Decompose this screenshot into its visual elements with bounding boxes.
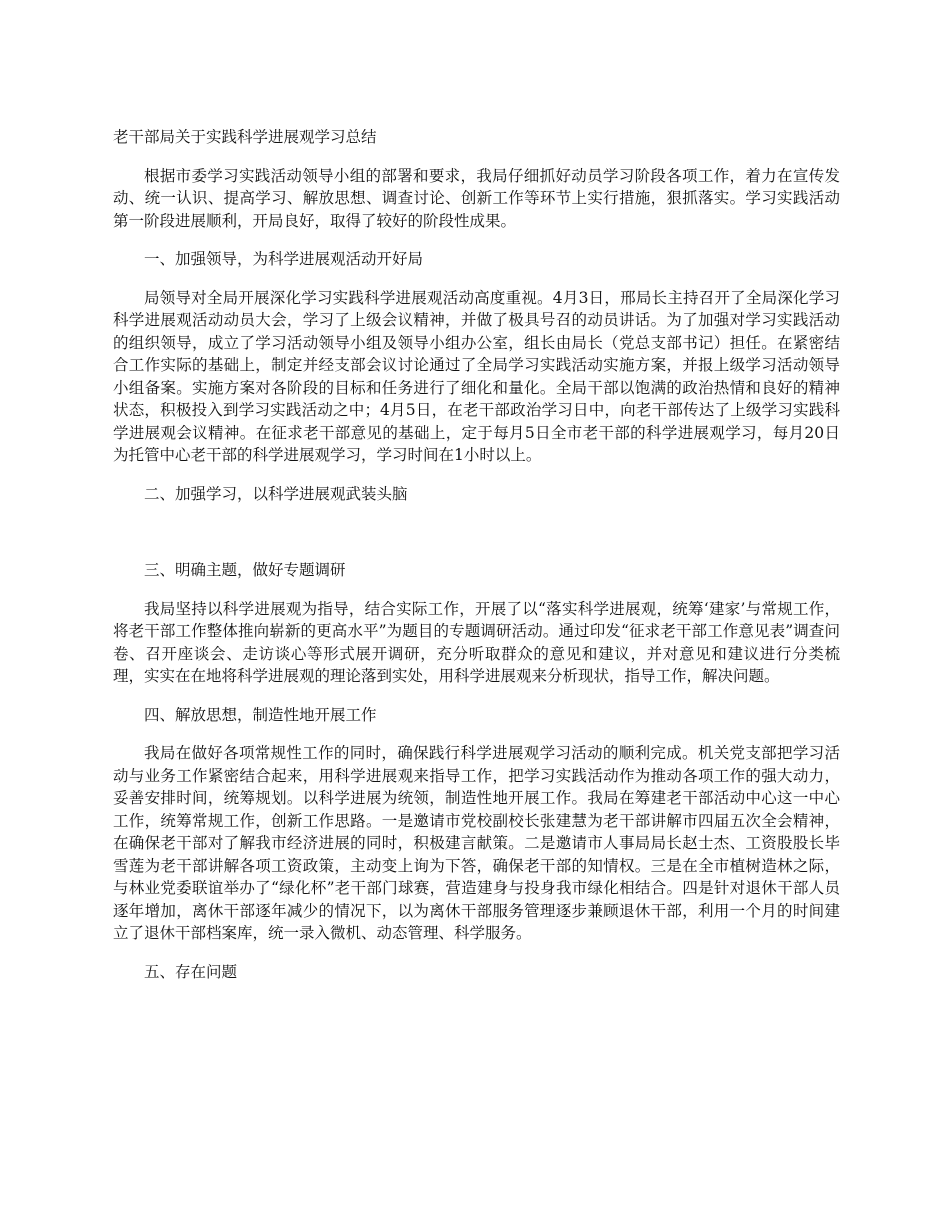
document-title: 老干部局关于实践科学进展观学习总结 <box>113 128 377 146</box>
document-page <box>113 126 840 999</box>
section-body-4: 我局在做好各项常规性工作的同时，确保践行科学进展观学习活动的顺利完成。机关党支部把学习活动与业务工作紧密结合起来，用科学进展观来指导工作，把学习实践活动作为推动各项工作的强大动力，妥善安排时间，统筹规划。以科学进展为统领，制造性地开展工作。我局在筹建老干部活动中心这一中心工作，统筹常规工作，创新工作思路。一是邀请市党校副校长张建慧为老干部讲解市四届五次全会精神，在确保老干部对了解我市经济进展的同时，积极建言献策。二是邀请市人事局局长赵士杰、工资股股长毕雪莲为老干部讲解各项工资政策，主动变上询为下答，确保老干部的知情权。三是在全市植树造林之际，与林业党委联谊举办了“绿化杯”老干部门球赛，营造建身与投身我市绿化相结合。四是针对退休干部人员逐年增加，离休干部逐年减少的情况下，以为离休干部服务管理逐步兼顾退休干部，利用一个月的时间建立了退休干部档案库，统一录入微机、动态管理、科学服务。 <box>113 744 840 942</box>
section-body-3: 我局坚持以科学进展观为指导，结合实际工作，开展了以“落实科学进展观，统筹‘建家’与常规工作，将老干部工作整体推向崭新的更高水平”为题目的专题调研活动。通过印发“征求老干部工作意见表”调查问卷、召开座谈会、走访谈心等形式展开调研，充分听取群众的意见和建议，并对意见和建议进行分类梳理，实实在在地将科学进展观的理论落到实处，用科学进展观来分析现状，指导工作，解决问题。 <box>113 599 840 685</box>
blank-space <box>113 521 840 559</box>
section-heading-1: 一、加强领导，为科学进展观活动开好局 <box>144 250 424 268</box>
section-heading-4: 四、解放思想，制造性地开展工作 <box>144 705 377 724</box>
section-heading-5: 五、存在问题 <box>144 962 238 981</box>
intro-paragraph: 根据市委学习实践活动领导小组的部署和要求，我局仔细抓好动员学习阶段各项工作，着力在宣传发动、统一认识、提高学习、解放思想、调查讨论、创新工作等环节上实行措施，狠抓落实。学习实践活动第一阶段进展顺利，开局良好，取得了较好的阶段性成果。 <box>113 166 840 230</box>
section-body-1: 局领导对全局开展深化学习实践科学进展观活动高度重视。4月3日，邢局长主持召开了全局深化学习科学进展观活动动员大会，学习了上级会议精神，并做了极具号召的动员讲话。为了加强对学习实践活动的组织领导，成立了学习活动领导小组及领导小组办公室，组长由局长（党总支部书记）担任。在紧密结合工作实际的基础上，制定并经支部会议讨论通过了全局学习实践活动实施方案，并报上级学习活动领导小组备案。实施方案对各阶段的目标和任务进行了细化和量化。全局干部以饱满的政治热情和良好的精神状态，积极投入到学习实践活动之中；4月5日，在老干部政治学习日中，向老干部传达了上级学习实践科学进展观会议精神。在征求老干部意见的基础上，定于每月5日全市老干部的科学进展观学习，每月20日为托管中心老干部的科学进展观学习，学习时间在1小时以上。 <box>113 288 840 464</box>
section-heading-2: 二、加强学习，以科学进展观武装头脑 <box>144 484 408 503</box>
section-heading-3: 三、明确主题，做好专题调研 <box>144 561 346 579</box>
